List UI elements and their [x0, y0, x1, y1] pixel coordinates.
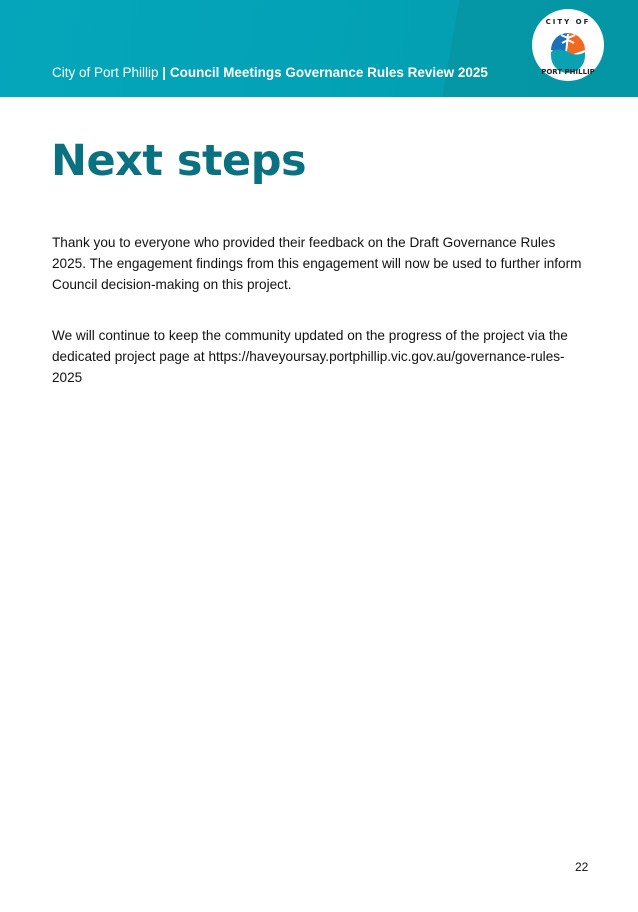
- header-text: [52, 64, 517, 81]
- header-org: City of Port Phillip: [52, 65, 159, 80]
- paragraph-thanks: Thank you to everyone who provided their feedback on the Draft Governance Rules 2025. The engagement findings from this engagement will now be used to further inform Council decision-making on this project.: [52, 235, 582, 292]
- header-title: Council Meetings Governance Rules Review 2025: [169, 65, 488, 80]
- city-of-port-phillip-logo: [531, 8, 605, 82]
- page-header: [0, 0, 638, 97]
- page-content: [51, 134, 591, 418]
- paragraph-updates: We will continue to keep the community updated on the progress of the project via the dedicated project page at https://haveyoursay.portphillip.vic.gov.au/governance-rules-2025: [52, 328, 568, 385]
- svg-text:PORT PHILLIP: PORT PHILLIP: [541, 68, 595, 76]
- page-title: Next steps: [51, 136, 307, 186]
- svg-text:CITY OF: CITY OF: [545, 18, 591, 26]
- page-number: 22: [575, 860, 589, 874]
- header-separator: |: [158, 65, 170, 80]
